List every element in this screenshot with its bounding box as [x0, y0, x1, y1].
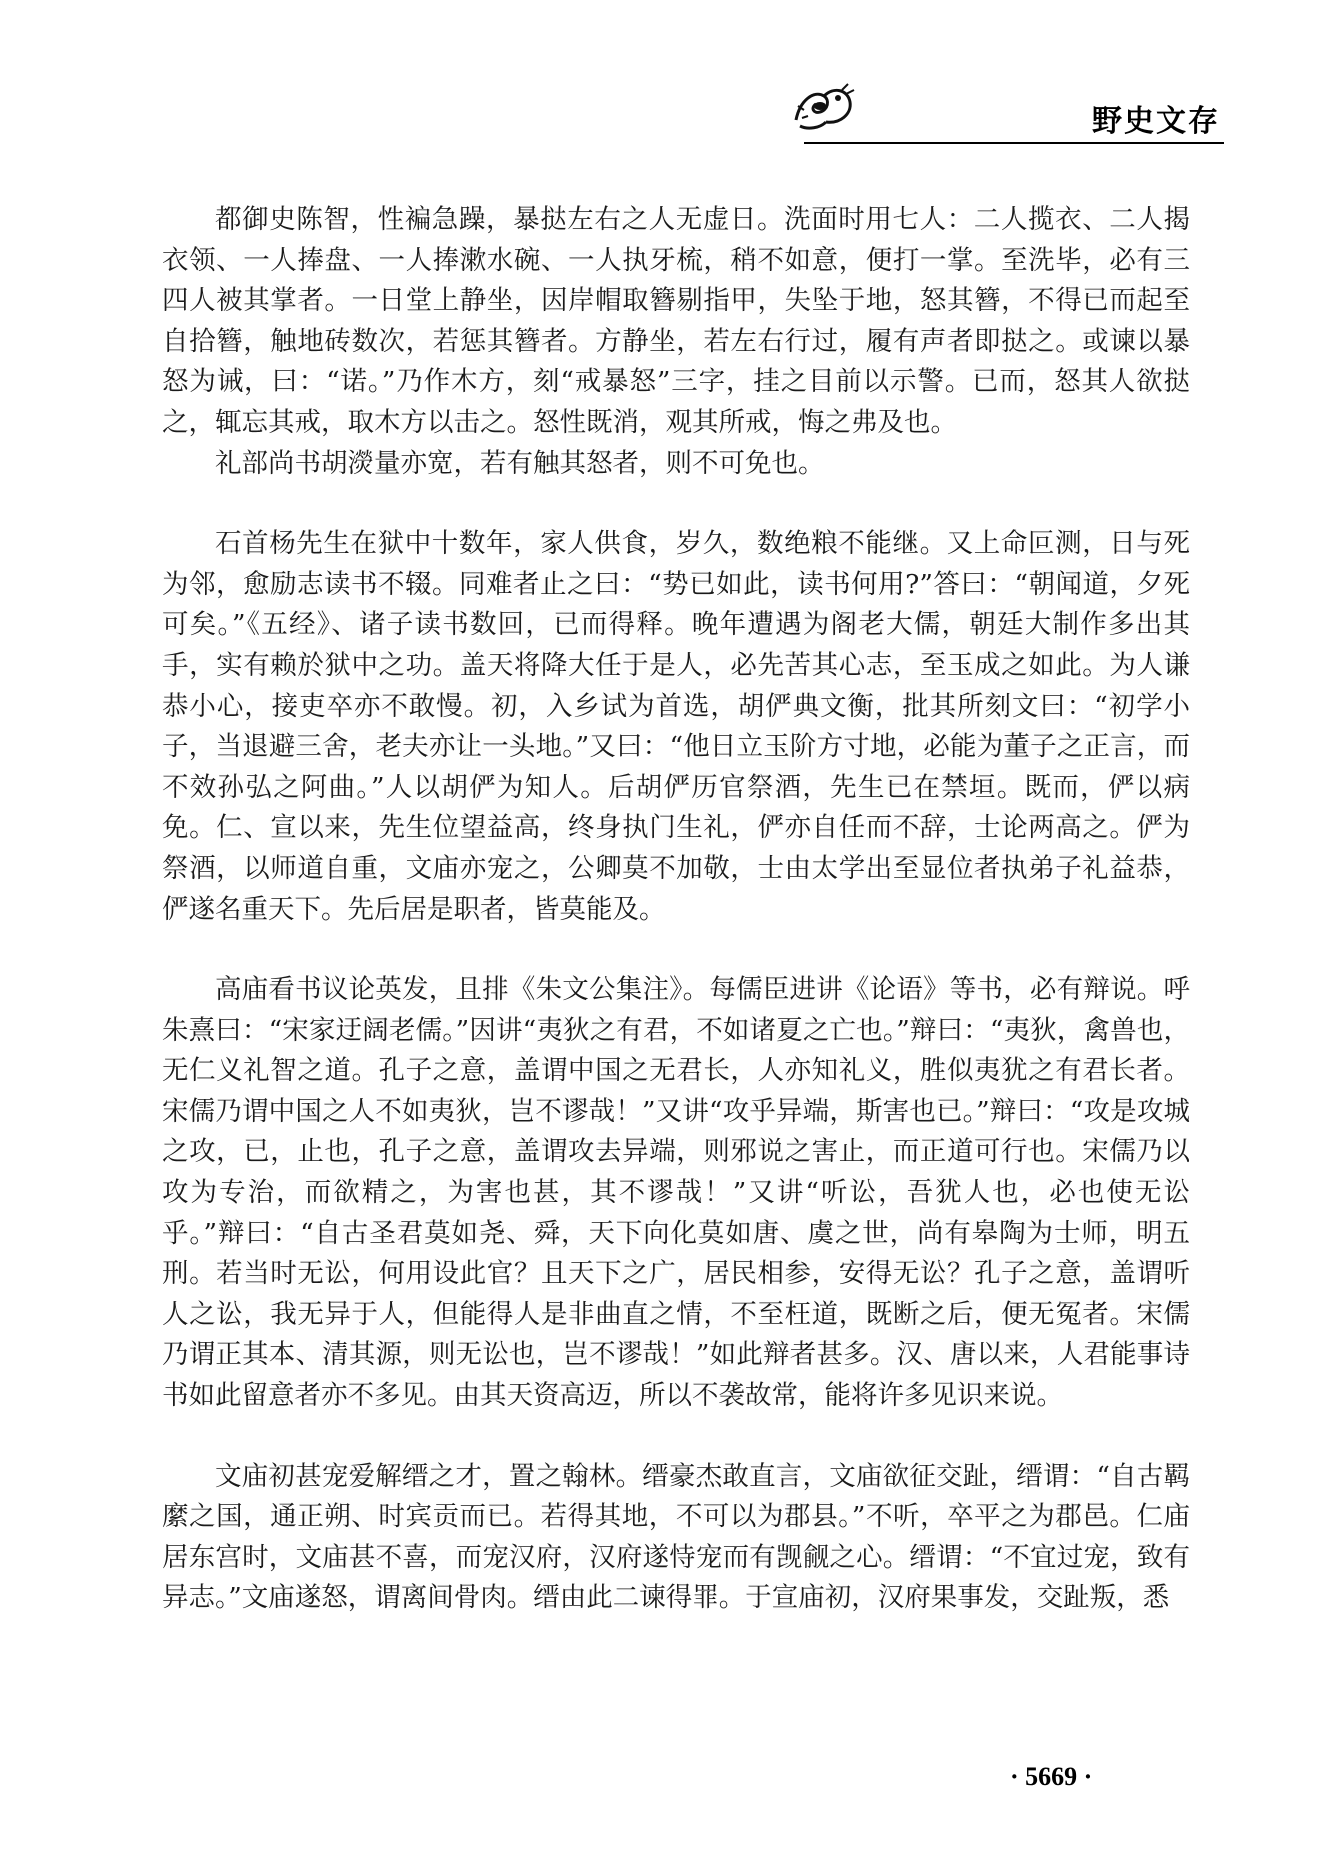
- paragraph-chen-zhi: 都御史陈智，性褊急躁，暴挞左右之人无虚日。洗面时用七人：二人揽衣、二人揭衣领、一人捧盘、一人捧漱水碗、一人执牙梳，稍不如意，便打一掌。至洗毕，必有三四人被其掌者。一日堂上静坐，因岸帽取簪剔指甲，失坠于地，怒其簪，不得已而起至自拾簪，触地砖数次，若惩其簪者。方静坐，若左右行过，履有声者即挞之。或谏以暴怒为诫，曰：“诺。”乃作木方，刻“戒暴怒”三字，挂之目前以示警。已而，怒其人欲挞之，辄忘其戒，取木方以击之。怒性既消，观其所戒，悔之弗及也。: [162, 204, 1190, 438]
- main-text: [162, 200, 1190, 1619]
- dragon-emblem-icon: [790, 80, 856, 132]
- section-gap: [162, 930, 1190, 970]
- paragraph-yang-xiansheng: 石首杨先生在狱中十数年，家人供食，岁久，数绝粮不能继。又上命叵测，日与死为邻，愈励志读书不辍。同难者止之曰：“势已如此，读书何用?”答曰：“朝闻道，夕死可矣。”《五经》、诸子读书数回，已而得释。晚年遭遇为阁老大儒，朝廷大制作多出其手，实有赖於狱中之功。盖天将降大任于是人，必先苦其心志，至玉成之如此。为人谦恭小心，接吏卒亦不敢慢。初，入乡试为首选，胡俨典文衡，批其所刻文曰：“初学小子，当退避三舍，老夫亦让一头地。”又曰：“他日立玉阶方寸地，必能为董子之正言，而不效孙弘之阿曲。”人以胡俨为知人。后胡俨历官祭酒，先生已在禁垣。既而，俨以病免。仁、宣以来，先生位望益高，终身执门生礼，俨亦自任而不辞，士论两高之。俨为祭酒，以师道自重，文庙亦宠之，公卿莫不加敬，士由太学出至显位者执弟子礼益恭，俨遂名重天下。先后居是职者，皆莫能及。: [162, 528, 1190, 925]
- section-gap: [162, 484, 1190, 524]
- page-number: · 5669 ·: [1010, 1762, 1093, 1791]
- paragraph-hu-ying: 礼部尚书胡濙量亦宽，若有触其怒者，则不可免也。: [215, 447, 825, 479]
- header-rule: [804, 142, 1224, 144]
- paragraph-gao-miao: 高庙看书议论英发，且排《朱文公集注》。每儒臣进讲《论语》等书，必有辩说。呼朱熹曰：“宋家迂阔老儒。”因讲“夷狄之有君，不如诸夏之亡也。”辩曰：“夷狄，禽兽也，无仁义礼智之道。孔子之意，盖谓中国之无君长，人亦知礼义，胜似夷犹之有君长者。宋儒乃谓中国之人不如夷狄，岂不谬哉！”又讲“攻乎异端，斯害也已。”辩曰：“攻是攻城之攻，已，止也，孔子之意，盖谓攻去异端，则邪说之害止，而正道可行也。宋儒乃以攻为专治，而欲精之，为害也甚，其不谬哉！”又讲“听讼，吾犹人也，必也使无讼乎。”辩曰：“自古圣君莫如尧、舜，天下向化莫如唐、虞之世，尚有皋陶为士师，明五刑。若当时无讼，何用设此官？且天下之广，居民相参，安得无讼？孔子之意，盖谓听人之讼，我无异于人，但能得人是非曲直之情，不至枉道，既断之后，便无冤者。宋儒乃谓正其本、清其源，则无讼也，岂不谬哉！”如此辩者甚多。汉、唐以来，人君能事诗书如此留意者亦不多见。由其天资高迈，所以不袭故常，能将许多见识来说。: [162, 974, 1190, 1412]
- page-header: [0, 0, 1322, 150]
- paragraph-xie-jin: 文庙初甚宠爱解缙之才，置之翰林。缙豪杰敢直言，文庙欲征交趾，缙谓：“自古羁縻之国，通正朔、时宾贡而已。若得其地，不可以为郡县。”不听，卒平之为郡邑。仁庙居东宫时，文庙甚不喜，而宠汉府，汉府遂恃宠而有觊觎之心。缙谓：“不宜过宠，致有异志。”文庙遂怒，谓离间骨肉。缙由此二谏得罪。于宣庙初，汉府果事发，交趾叛，悉: [162, 1460, 1190, 1614]
- series-title: 野史文存: [1092, 104, 1220, 139]
- section-gap: [162, 1417, 1190, 1457]
